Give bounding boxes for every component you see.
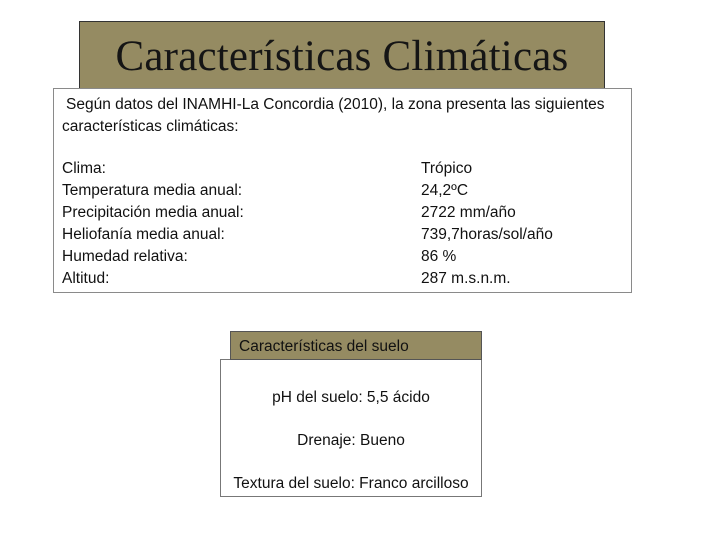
climate-info-box [53,88,632,293]
climate-label: Humedad relativa: [62,248,188,265]
climate-row-temperatura [62,180,627,202]
intro-paragraph [62,94,627,138]
intro-line-2: características climáticas: [62,118,239,135]
climate-label: Clima: [62,160,106,177]
climate-value: 739,7horas/sol/año [421,226,553,243]
climate-value: 24,2ºC [421,182,469,199]
climate-row-clima [62,158,627,180]
climate-label: Precipitación media anual: [62,204,244,221]
soil-drainage: Drenaje: Bueno [297,432,405,449]
climate-value: 287 m.s.n.m. [421,270,511,287]
climate-row-altitud [62,268,627,290]
intro-line-1: Según datos del INAMHI-La Concordia (2010), la zona presenta las siguientes [66,96,605,113]
soil-ph: pH del suelo: 5,5 ácido [272,389,430,406]
soil-texture: Textura del suelo: Franco arcilloso [233,475,469,492]
climate-row-precipitacion [62,202,627,224]
climate-label: Temperatura media anual: [62,182,243,199]
title-banner [79,21,605,91]
climate-value: Trópico [421,160,473,177]
climate-row-heliofania [62,224,627,246]
climate-value: 86 % [421,248,457,265]
climate-value: 2722 mm/año [421,204,516,221]
climate-label: Altitud: [62,270,110,287]
page-title: Características Climáticas [115,32,569,80]
soil-section-header: Características del suelo [230,331,482,360]
climate-label: Heliofanía media anual: [62,226,225,243]
climate-row-humedad [62,246,627,268]
soil-info-box [220,359,482,497]
